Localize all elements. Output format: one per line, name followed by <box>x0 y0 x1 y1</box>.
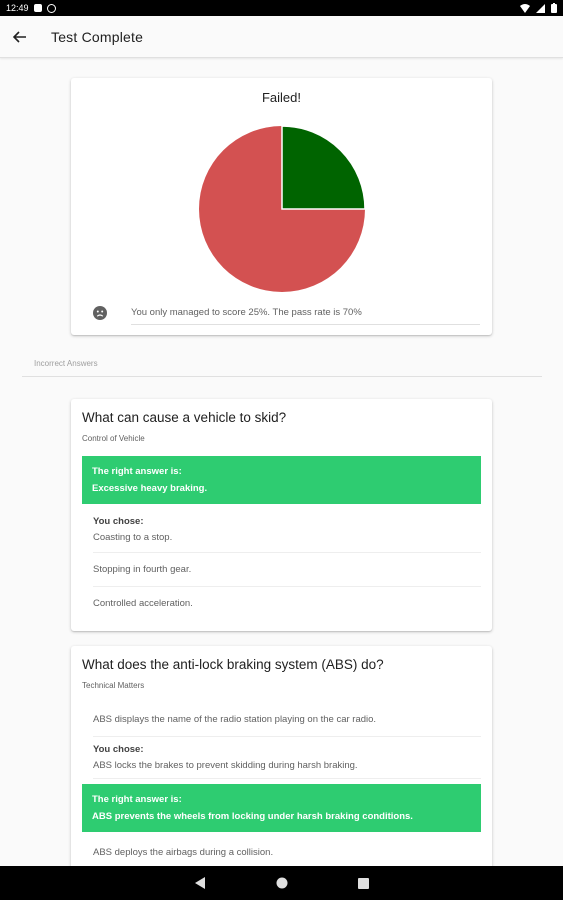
chosen-answer <box>93 515 481 553</box>
divider <box>22 376 542 377</box>
chosen-answer-text: Coasting to a stop. <box>93 532 173 543</box>
chosen-answer <box>93 739 481 779</box>
question-text: What can cause a vehicle to skid? <box>82 410 287 425</box>
pie-slice-correct <box>282 126 365 209</box>
correct-answer-text: Excessive heavy braking. <box>92 483 208 494</box>
result-heading: Failed! <box>261 90 302 105</box>
battery-icon <box>551 3 557 13</box>
nav-home-icon[interactable] <box>276 877 288 889</box>
chosen-answer-text: ABS locks the brakes to prevent skidding during harsh braking. <box>93 760 358 771</box>
score-message: You only managed to score 25%. The pass rate is 70% <box>131 301 480 325</box>
correct-answer-box <box>82 784 481 832</box>
chose-label: You chose: <box>93 744 144 755</box>
status-bar <box>0 0 563 16</box>
question-card <box>71 399 492 631</box>
question-category: Control of Vehicle <box>82 434 145 443</box>
navigation-bar <box>0 866 563 900</box>
app-bar <box>0 16 563 58</box>
section-label-incorrect: Incorrect Answers <box>34 359 98 368</box>
question-card <box>71 646 492 866</box>
notification-icon <box>34 4 42 12</box>
back-button[interactable] <box>0 16 40 58</box>
correct-answer-text: ABS prevents the wheels from locking under harsh braking conditions. <box>92 811 413 822</box>
score-pie-chart <box>199 126 365 292</box>
nav-recents-icon[interactable] <box>358 878 369 889</box>
sad-face-icon <box>93 306 107 320</box>
answer-option: Stopping in fourth gear. <box>93 553 481 587</box>
arrow-back-icon <box>13 31 27 43</box>
answer-option: Controlled acceleration. <box>93 598 193 609</box>
correct-answer-label: The right answer is: <box>92 794 182 805</box>
answer-option: ABS deploys the airbags during a collision. <box>93 847 274 858</box>
page-title: Test Complete <box>51 28 144 45</box>
correct-answer-box <box>82 456 481 504</box>
question-category: Technical Matters <box>82 681 145 690</box>
score-row <box>93 300 480 326</box>
sync-icon <box>47 4 56 13</box>
result-card <box>71 78 492 335</box>
nav-back-icon[interactable] <box>195 877 206 889</box>
answer-option: ABS displays the name of the radio station playing on the car radio. <box>93 702 481 737</box>
wifi-icon <box>520 4 530 13</box>
signal-icon <box>536 4 545 13</box>
scroll-content[interactable] <box>0 58 563 866</box>
question-text: What does the anti-lock braking system (ABS) do? <box>82 657 384 672</box>
status-time: 12:49 <box>6 3 29 13</box>
correct-answer-label: The right answer is: <box>92 466 182 477</box>
chose-label: You chose: <box>93 516 144 527</box>
